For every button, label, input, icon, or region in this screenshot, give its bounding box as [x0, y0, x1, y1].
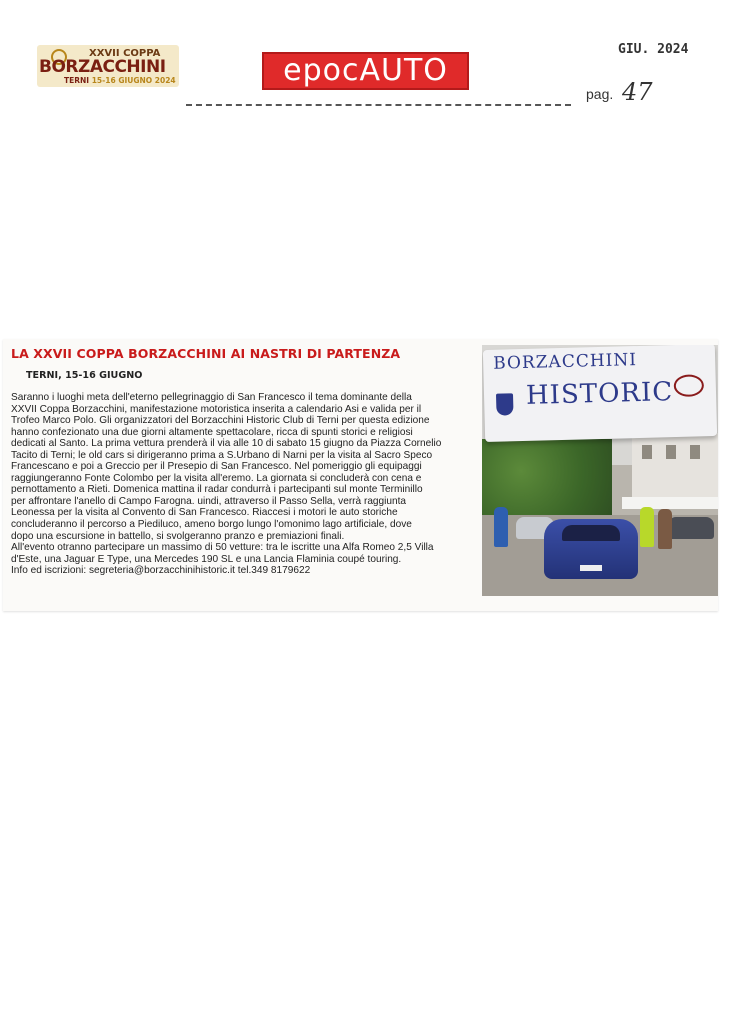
photo-tent [622, 497, 718, 509]
event-logo-edition: XXVII COPPA [89, 48, 161, 59]
photo-building [632, 433, 718, 503]
photo-window [642, 445, 652, 459]
event-logo-date-range: 15-16 GIUGNO 2024 [91, 76, 176, 85]
emblem-icon [674, 374, 705, 397]
body-line: Francescano e poi a Greccio per il Presepio di San Francesco. Nel pomeriggio gli equipaggi [11, 461, 422, 473]
event-logo-place: TERNI [64, 76, 90, 85]
car-windshield [562, 525, 620, 541]
article-headline: LA XXVII COPPA BORZACCHINI AI NASTRI DI PARTENZA [11, 346, 401, 361]
photo-dark-car [668, 517, 714, 539]
car-plate [580, 565, 602, 571]
photo-person [640, 507, 654, 547]
date-stamp: GIU. 2024 [618, 42, 689, 57]
photo-blue-car [544, 519, 638, 579]
banner-top-text: BORZACCHINI [492, 350, 638, 374]
body-line: raggiungeranno Fonte Colombo per la visita all'eremo. La giornata si concluderà con cena e [11, 472, 422, 484]
photo-window [690, 445, 700, 459]
photo-banner [483, 345, 717, 442]
article-photo [482, 345, 718, 596]
body-line: pernottamento a Rieti. Domenica mattina il radar condurrà i partecipanti sul monte Terminillo [11, 484, 423, 496]
body-line: All'evento otranno partecipare un massimo di 50 vetture: tra le iscritte una Alfa Romeo 2,5 Villa [11, 542, 434, 554]
body-line: dedicati al Santo. La prima vettura prenderà il via alle 10 di sabato 15 giugno da Piazza Cornelio [11, 438, 442, 450]
body-line: XXVII Coppa Borzacchini, manifestazione motoristica inserita a calendario Asi e valida per il [11, 403, 422, 415]
body-line: dopo una escursione in battello, si svolgeranno pranzo e premiazioni finali. [11, 530, 345, 542]
body-line: concluderanno il percorso a Piediluco, ameno borgo lungo l'omonimo lago artificiale, dove [11, 519, 412, 531]
page-number: 47 [622, 78, 653, 106]
article-dateline: TERNI, 15-16 GIUGNO [26, 370, 143, 381]
body-line: per affrontare l'anello di Campo Farogna. uindi, attraverso il Passo Sella, verrà raggiunta [11, 495, 407, 507]
page-label: pag. [586, 86, 614, 102]
event-logo-dates [64, 76, 176, 85]
body-line: Tacito di Terni; le old cars si dirigeranno prima a S.Urbano di Narni per la visita al Sacro Speco [11, 449, 433, 461]
photo-person [494, 507, 508, 547]
publication-logo: epocAUTO [262, 52, 469, 90]
banner-bottom-text: HISTORIC [525, 377, 674, 411]
body-line: d'Este, una Jaguar E Type, una Mercedes 190 SL e una Lancia Flaminia coupé touring. [11, 553, 402, 565]
photo-person [658, 509, 672, 549]
body-line: hanno confezionato una due giorni altamente spettacolare, ricca di spunti storici e religiosi [11, 426, 413, 438]
body-line: Leonessa per la visita al Convento di San Francesco. Riaccesi i motori le auto storiche [11, 507, 398, 519]
event-logo-name: BORZACCHINI [39, 57, 166, 77]
event-logo [37, 45, 179, 87]
body-line: Info ed iscrizioni: segreteria@borzacchinihistoric.it tel.349 8179622 [11, 565, 311, 577]
crest-icon [496, 393, 514, 415]
article-body [11, 392, 481, 577]
photo-window [666, 445, 676, 459]
header-divider [186, 104, 571, 106]
body-line: Trofeo Marco Polo. Gli organizzatori del Borzacchini Historic Club di Terni per questa edizione [11, 415, 430, 427]
body-line: Saranno i luoghi meta dell'eterno pellegrinaggio di San Francesco il tema dominante della [11, 392, 412, 403]
